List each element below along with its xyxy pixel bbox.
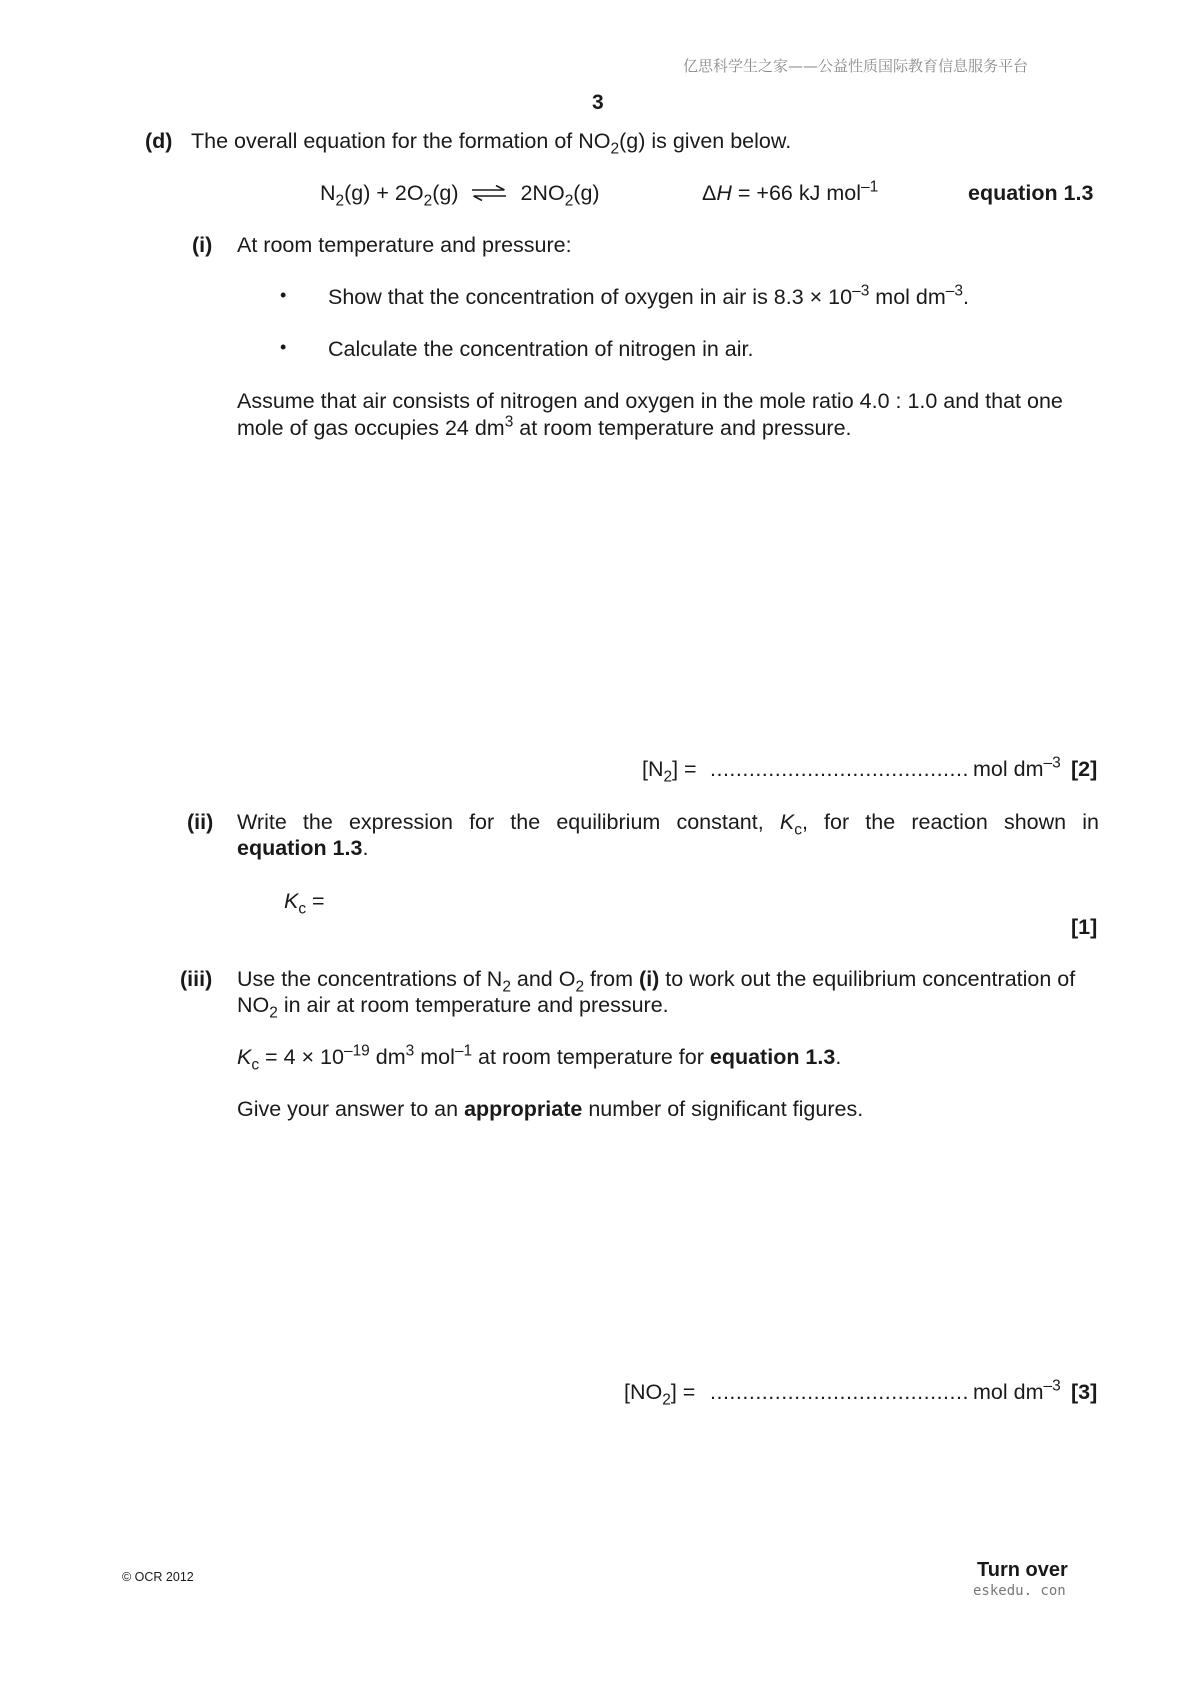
part-i-intro: At room temperature and pressure: <box>237 233 572 257</box>
assumption-text: Assume that air consists of nitrogen and oxygen in the mole ratio 4.0 : 1.0 and that one mole of gas occupies 24 $dm^3$ at room temperature and pressure. <box>237 389 1063 440</box>
equation-reaction: $N_2(g) + 2O_2(g)$ $2NO_2(g)$ <box>320 181 600 210</box>
answer-line-n2[interactable]: ........................................ <box>710 757 969 781</box>
enthalpy-change: ΔH = +66 kJ mol$^{-1}$ <box>702 178 879 205</box>
part-iii-label: (iii) <box>180 967 213 991</box>
watermark-text: 亿思科学生之家——公益性质国际教育信息服务平台 <box>683 57 1029 75</box>
page-number: 3 <box>592 91 604 114</box>
bullet-nitrogen-concentration: Calculate the concentration of nitrogen in air. <box>328 337 754 361</box>
kc-given-value: $K_c = 4 \times 10^{-19}$ $dm^3$ mol$^{-1}$ at room temperature for equation 1.3. <box>237 1042 842 1074</box>
part-ii-question-line2: equation 1.3. <box>237 836 369 860</box>
part-ii-question: Write the expression for the equilibrium constant, $K_c$, for the reaction shown in <box>237 810 1099 839</box>
marks-part-ii: [1] <box>1071 915 1098 939</box>
part-d-intro: The overall equation for the formation of $NO_2(g)$ is given below. <box>191 129 792 158</box>
equation-label: equation 1.3 <box>968 181 1094 205</box>
bullet-icon: • <box>280 337 287 357</box>
kc-expression-label: $K_c$ = <box>284 889 325 918</box>
turn-over-text: Turn over <box>977 1559 1068 1581</box>
bullet-oxygen-concentration: Show that the concentration of oxygen in air is $8.3 \times 10^{-3}$ mol $dm^{-3}$. <box>328 282 969 309</box>
answer-unit: mol $dm^{-3}$ <box>973 754 1061 781</box>
answer-label-no2: $[NO_2]$ = <box>624 1380 696 1409</box>
marks-part-iii: [3] <box>1071 1380 1098 1404</box>
part-iii-question: Use the concentrations of $N_2$ and $O_2$ from (i) to work out the equilibrium concentration of <box>237 967 1076 996</box>
copyright-text: © OCR 2012 <box>122 1570 194 1584</box>
answer-label-n2: $[N_2]$ = <box>642 757 697 786</box>
part-i-label: (i) <box>192 233 213 257</box>
part-ii-label: (ii) <box>187 810 214 834</box>
site-watermark: eskedu. con <box>973 1583 1066 1599</box>
part-d-label: (d) <box>145 129 173 153</box>
part-iii-question-line2: $NO_2$ in air at room temperature and pressure. <box>237 993 669 1022</box>
answer-unit: mol $dm^{-3}$ <box>973 1377 1061 1404</box>
bullet-icon: • <box>280 285 287 305</box>
marks-part-i: [2] <box>1071 757 1098 781</box>
equilibrium-arrow-icon <box>470 181 508 208</box>
answer-line-no2[interactable]: ........................................ <box>710 1380 969 1404</box>
sig-fig-instruction: Give your answer to an appropriate number of significant figures. <box>237 1097 864 1121</box>
